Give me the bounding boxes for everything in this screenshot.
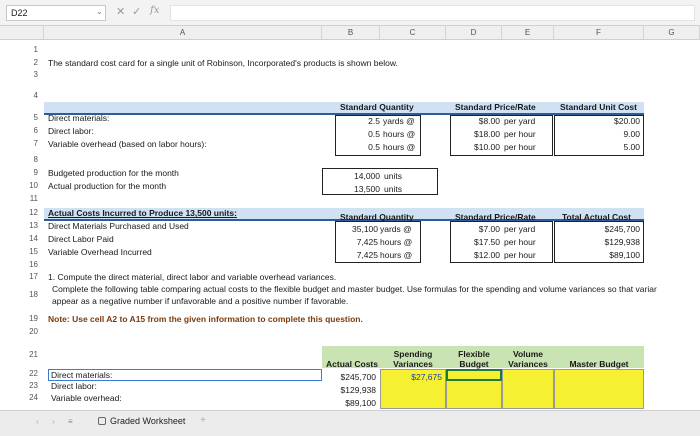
std-qty-value[interactable]: 0.5 [368,129,380,139]
row-header-5[interactable]: 5 [33,113,38,122]
row-header-1[interactable]: 1 [33,45,38,54]
select-all-corner[interactable] [0,26,44,40]
bottom-actual-header: Actual Costs [326,359,378,369]
row-header-14[interactable]: 14 [29,234,38,243]
std-unit-cost-header: Standard Unit Cost [560,102,637,112]
row-header-21[interactable]: 21 [29,350,38,359]
column-header-g[interactable]: G [644,26,700,40]
std-price-value[interactable]: $8.00 [478,116,500,126]
act-price-value[interactable]: $12.00 [474,250,500,260]
column-header-f[interactable]: F [554,26,644,40]
row-header-13[interactable]: 13 [29,221,38,230]
std-qty-header: Standard Quantity [340,102,414,112]
bottom-flexible-header-1: Flexible [458,349,490,359]
std-price-header: Standard Price/Rate [455,102,536,112]
sheet-tab-bar [0,410,700,436]
row-header-15[interactable]: 15 [29,247,38,256]
row-header-24[interactable]: 24 [29,393,38,402]
act-total-value[interactable]: $129,938 [604,237,640,247]
column-header-a[interactable]: A [44,26,322,40]
std-price-value[interactable]: $10.00 [474,142,500,152]
actual-production-value[interactable]: 13,500 [354,184,380,194]
row-header-10[interactable]: 10 [29,181,38,190]
act-qty-value[interactable]: 7,425 [356,250,378,260]
row-header-18[interactable]: 18 [29,290,38,299]
std-price-unit: per hour [504,129,536,139]
row-header-8[interactable]: 8 [33,155,38,164]
cancel-icon[interactable]: ✕ [116,6,126,18]
row-header-11[interactable]: 11 [29,194,38,203]
row-header-16[interactable]: 16 [29,260,38,269]
act-qty-unit: hours @ [380,237,413,247]
column-header-e[interactable]: E [502,26,554,40]
std-row-label: Direct materials: [48,113,110,123]
sheet-tab-graded-worksheet[interactable] [92,414,191,431]
bottom-actual-value[interactable]: $245,700 [340,372,376,382]
row-header-2[interactable]: 2 [33,58,38,67]
std-qty-unit: hours @ [383,129,416,139]
chevron-down-icon[interactable]: ⌄ [96,7,103,16]
act-total-header: Total Actual Cost [562,212,631,222]
act-row-label: Variable Overhead Incurred [48,247,152,257]
row-header-19[interactable]: 19 [29,314,38,323]
lock-icon [98,417,106,425]
row-header-9[interactable]: 9 [33,168,38,177]
volume-input-cells[interactable] [502,369,554,409]
std-unit-cost-value[interactable]: 5.00 [623,142,640,152]
row-header-12[interactable]: 12 [29,208,38,217]
column-header-c[interactable]: C [380,26,446,40]
row-header-22[interactable]: 22 [29,369,38,378]
row-header-17[interactable]: 17 [29,272,38,281]
add-sheet-button[interactable]: + [200,415,206,426]
bottom-master-header: Master Budget [569,359,629,369]
act-qty-unit: yards @ [380,224,412,234]
confirm-icon[interactable]: ✓ [132,6,142,18]
instruction-note: Note: Use cell A2 to A15 from the given information to complete this question. [48,314,363,324]
bottom-row-label: Variable overhead: [51,393,122,403]
std-qty-value[interactable]: 2.5 [368,116,380,126]
row-header-6[interactable]: 6 [33,126,38,135]
act-row-label: Direct Materials Purchased and Used [48,221,189,231]
row-header-3[interactable]: 3 [33,70,38,79]
actual-costs-title: Actual Costs Incurred to Produce 13,500 units: [48,208,237,218]
std-qty-unit: hours @ [383,142,416,152]
act-price-value[interactable]: $7.00 [478,224,500,234]
act-qty-value[interactable]: 7,425 [356,237,378,247]
budgeted-production-label: Budgeted production for the month [48,168,179,178]
std-unit-cost-value[interactable]: 9.00 [623,129,640,139]
formula-bar [0,0,700,26]
std-price-unit: per hour [504,142,536,152]
bottom-row-label: Direct materials: [48,369,322,381]
sheet-tab-label: Graded Worksheet [110,416,186,426]
act-row-label: Direct Labor Paid [48,234,114,244]
formula-input[interactable] [170,5,695,21]
next-sheet-icon[interactable]: › [52,417,55,426]
bottom-spending-value[interactable]: $27,675 [411,372,442,382]
act-qty-unit: hours @ [380,250,413,260]
actual-production-label: Actual production for the month [48,181,167,191]
std-price-value[interactable]: $18.00 [474,129,500,139]
row-header-20[interactable]: 20 [29,327,38,336]
act-qty-value[interactable]: 35,100 [352,224,378,234]
instruction-line-17: 1. Compute the direct material, direct labor and variable overhead variances. [48,272,337,282]
instruction-line-18b: appear as a negative number if unfavorable and a positive number if favorable. [52,296,349,306]
row-header-7[interactable]: 7 [33,139,38,148]
bottom-actual-value[interactable]: $129,938 [340,385,376,395]
std-qty-value[interactable]: 0.5 [368,142,380,152]
std-qty-unit: yards @ [383,116,415,126]
fx-icon[interactable]: fx [150,5,160,16]
prev-sheet-icon[interactable]: ‹ [36,417,39,426]
bottom-volume-header-2: Variances [508,359,548,369]
master-input-cells[interactable] [554,369,644,409]
budgeted-production-unit: units [384,171,402,181]
std-price-unit: per yard [504,116,536,126]
act-qty-header: Standard Quantity [340,212,414,222]
name-box[interactable]: D22 [6,5,106,21]
std-row-label: Variable overhead (based on labor hours): [48,139,207,149]
row-header-4[interactable]: 4 [33,91,38,100]
std-row-label: Direct labor: [48,126,94,136]
column-header-d[interactable]: D [446,26,502,40]
bottom-row-label: Direct labor: [51,381,97,391]
act-price-value[interactable]: $17.50 [474,237,500,247]
intro-text: The standard cost card for a single unit of Robinson, Incorporated's products is shown below. [48,58,398,68]
std-unit-cost-value[interactable]: $20.00 [614,116,640,126]
act-price-unit: per yard [504,224,536,234]
sheet-menu-icon[interactable]: ≡ [68,417,73,426]
act-total-value[interactable]: $89,100 [609,250,640,260]
bottom-spending-header-2: Variances [393,359,433,369]
instruction-line-18a: Complete the following table comparing actual costs to the flexible budget and master budget. Use formulas for the spending and volume variances so that variar [52,284,657,294]
bottom-volume-header-1: Volume [512,349,544,359]
bottom-actual-value[interactable]: $89,100 [345,398,376,408]
selected-cell-d22[interactable] [446,369,502,381]
bottom-spending-header-1: Spending [393,349,433,359]
budgeted-production-value[interactable]: 14,000 [354,171,380,181]
row-header-23[interactable]: 23 [29,381,38,390]
act-price-unit: per hour [504,237,536,247]
act-total-value[interactable]: $245,700 [604,224,640,234]
column-header-b[interactable]: B [322,26,380,40]
actual-production-unit: units [384,184,402,194]
act-price-unit: per hour [504,250,536,260]
act-price-header: Standard Price/Rate [455,212,536,222]
bottom-flexible-header-2: Budget [459,359,489,369]
